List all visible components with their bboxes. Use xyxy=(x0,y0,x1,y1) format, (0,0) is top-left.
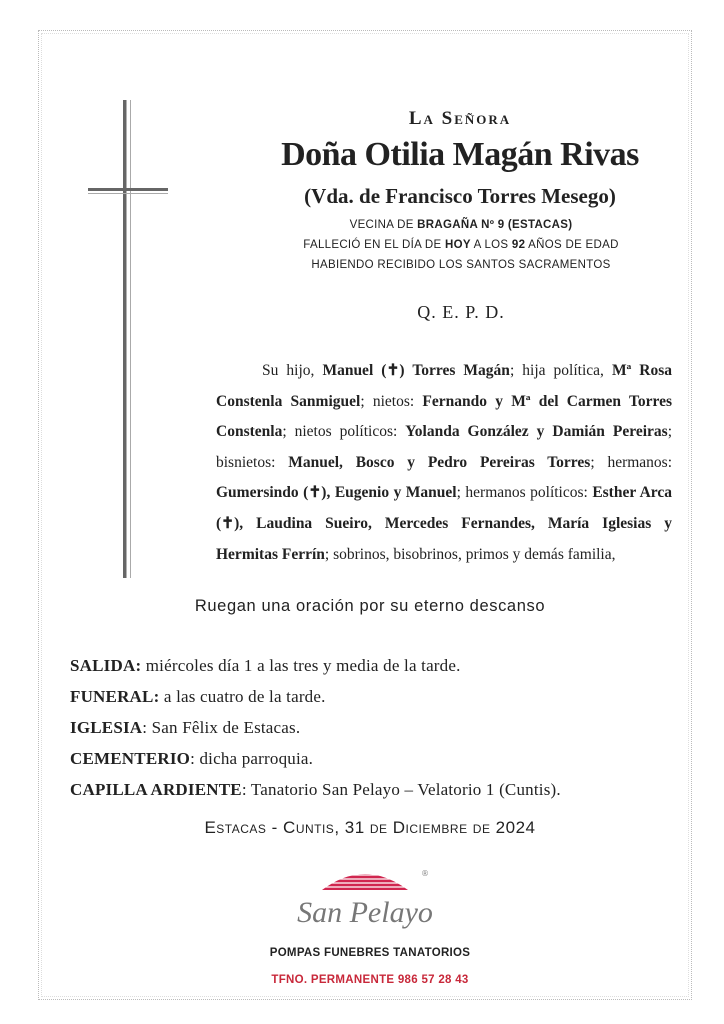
logo-text: San Pelayo xyxy=(297,896,433,929)
place-date: Estacas - Cuntis, 31 de Diciembre de 2024 xyxy=(204,818,536,837)
relative-names: Gumersindo (✝), Eugenio y Manuel xyxy=(216,484,457,502)
relative-names: Manuel (✝) Torres Magán xyxy=(322,362,510,379)
qepd: Q. E. P. D. xyxy=(417,302,505,322)
iglesia-line: IGLESIA: San Fêlix de Estacas. xyxy=(70,718,301,737)
sacraments-line: HABIENDO RECIBIDO LOS SANTOS SACRAMENTOS xyxy=(311,259,611,271)
death-line: FALLECIÓ EN EL DÍA DE HOY A LOS 92 AÑOS DE EDAD xyxy=(303,239,619,251)
san-pelayo-logo xyxy=(290,862,440,932)
funeral-line: FUNERAL: a las cuatro de la tarde. xyxy=(70,687,326,706)
relation-text: ; hermanos políticos: xyxy=(456,484,593,502)
deceased-name: Doña Otilia Magán Rivas xyxy=(281,136,639,173)
phone-line: TFNO. PERMANENTE 986 57 28 43 xyxy=(271,974,469,986)
services-line: POMPAS FUNEBRES TANATORIOS xyxy=(269,947,471,959)
relation-text: ; hermanos: xyxy=(590,453,673,471)
title-prefix: La Señora xyxy=(408,108,512,129)
relative-names: Manuel, Bosco y Pedro Pereiras Torres xyxy=(288,453,591,471)
relative-names: Mª Rosa Constenla Sanmiguel xyxy=(216,362,672,410)
relation-text: ; nietos políticos: xyxy=(282,423,406,441)
logo-rays-icon xyxy=(320,869,410,890)
relation-text: ; hija política, xyxy=(509,362,612,379)
cementerio-line: CEMENTERIO: dicha parroquia. xyxy=(70,749,314,768)
relation-text: Su hijo, xyxy=(262,362,323,379)
registered-mark: ® xyxy=(421,869,429,878)
cross-icon xyxy=(88,100,168,582)
relation-text: ; nietos: xyxy=(360,392,423,410)
relation-text: ; bisnietos: xyxy=(216,423,672,471)
residence-line: VECINA DE BRAGAÑA Nº 9 (ESTACAS) xyxy=(349,219,573,231)
widow-of: (Vda. de Francisco Torres Mesego) xyxy=(304,184,616,208)
capilla-line: CAPILLA ARDIENTE: Tanatorio San Pelayo – Velatorio 1 (Cuntis). xyxy=(70,780,561,799)
relative-names: Yolanda González y Damián Pereiras xyxy=(405,423,668,441)
relation-text: ; sobrinos, bisobrinos, primos y demás familia, xyxy=(324,545,616,563)
relative-names: Fernando y Mª del Carmen Torres Constenla xyxy=(216,392,672,441)
salida-line: SALIDA: miércoles día 1 a las tres y media de la tarde. xyxy=(70,656,461,675)
relatives-paragraph xyxy=(216,356,672,570)
prayer-line: Ruegan una oración por su eterno descanso xyxy=(194,597,546,615)
relative-names: Esther Arca (✝), Laudina Sueiro, Mercedes Fernandes, María Iglesias y Hermitas Ferrín xyxy=(216,484,672,563)
